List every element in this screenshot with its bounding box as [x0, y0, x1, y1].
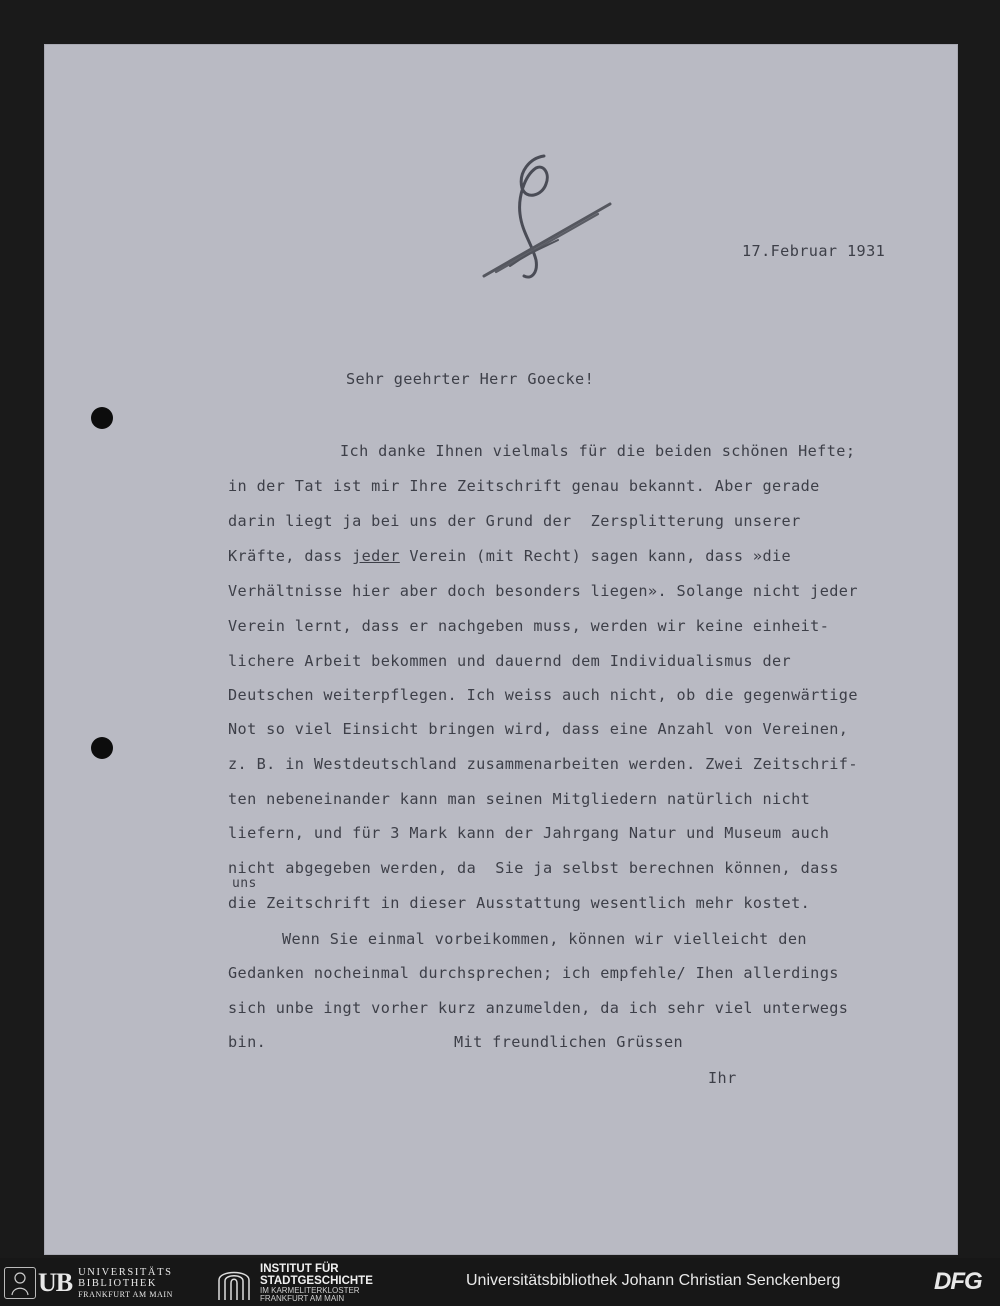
body-line: Ich danke Ihnen vielmals für die beiden schönen Hefte; — [340, 442, 856, 460]
ub-logo[interactable] — [4, 1266, 173, 1300]
body-line: Not so viel Einsicht bringen wird, dass eine Anzahl von Vereinen, — [228, 720, 849, 738]
letter-signoff: Ihr — [708, 1069, 737, 1087]
body-line: ten nebeneinander kann man seinen Mitgliedern natürlich nicht — [228, 790, 811, 808]
body-line: Verhältnisse hier aber doch besonders liegen». Solange nicht jeder — [228, 582, 858, 600]
ub-letters: UB — [38, 1268, 73, 1297]
ub-line: UNIVERSITÄTS — [78, 1266, 173, 1278]
ub-text — [78, 1267, 173, 1300]
body-text: Kräfte, dass — [228, 547, 353, 565]
ub-line: BIBLIOTHEK — [78, 1277, 158, 1289]
body-line: Gedanken nocheinmal durchsprechen; ich empfehle/ Ihen allerdings — [228, 964, 839, 982]
ub-line: FRANKFURT AM MAIN — [78, 1289, 174, 1299]
body-line: sich unbe ingt vorher kurz anzumelden, da ich sehr viel unterwegs — [228, 999, 849, 1017]
body-line: in der Tat ist mir Ihre Zeitschrift genau bekannt. Aber gerade — [228, 477, 820, 495]
body-line: Deutschen weiterpflegen. Ich weiss auch nicht, ob die gegenwärtige — [228, 686, 858, 704]
body-text: Verein (mit Recht) sagen kann, dass »die — [399, 547, 792, 565]
isg-text — [260, 1263, 373, 1304]
isg-line: STADTGESCHICHTE — [260, 1274, 373, 1287]
body-line: z. B. in Westdeutschland zusammenarbeiten werden. Zwei Zeitschrif- — [228, 755, 858, 773]
punch-hole-top — [91, 407, 113, 429]
letter-closing: Mit freundlichen Grüssen — [454, 1033, 684, 1051]
dfg-logo[interactable]: DFG — [934, 1268, 982, 1295]
library-name[interactable]: Universitätsbibliothek Johann Christian Senckenberg — [466, 1272, 841, 1289]
isg-logo[interactable] — [216, 1262, 373, 1303]
portrait-icon — [4, 1267, 36, 1299]
signature-initial — [470, 148, 620, 288]
footer-bar — [0, 1258, 1000, 1306]
body-line: Wenn Sie einmal vorbeikommen, können wir vielleicht den — [282, 930, 807, 948]
body-line: darin liegt ja bei uns der Grund der Zersplitterung unserer — [228, 512, 801, 530]
isg-line: IM KARMELITERKLOSTER — [260, 1285, 360, 1295]
body-line — [228, 547, 791, 565]
isg-line: INSTITUT FÜR — [260, 1262, 339, 1275]
body-line-end: bin. — [228, 1033, 267, 1051]
body-line: Verein lernt, dass er nachgeben muss, werden wir keine einheit- — [228, 617, 830, 635]
body-line: lichere Arbeit bekommen und dauernd dem Individualismus der — [228, 652, 792, 670]
underlined-word: jeder — [352, 547, 400, 565]
punch-hole-bottom — [91, 737, 113, 759]
body-line: liefern, und für 3 Mark kann der Jahrgang Natur und Museum auch — [228, 824, 830, 842]
body-line: nicht abgegeben werden, da Sie ja selbst berechnen können, dass — [228, 859, 839, 877]
letter-date: 17.Februar 1931 — [742, 242, 886, 260]
arch-icon — [216, 1266, 252, 1300]
interlinear-insertion: uns — [232, 876, 257, 891]
body-line: die Zeitschrift in dieser Ausstattung wesentlich mehr kostet. — [228, 894, 811, 912]
letter-salutation: Sehr geehrter Herr Goecke! — [346, 370, 595, 388]
isg-line: FRANKFURT AM MAIN — [260, 1294, 345, 1303]
